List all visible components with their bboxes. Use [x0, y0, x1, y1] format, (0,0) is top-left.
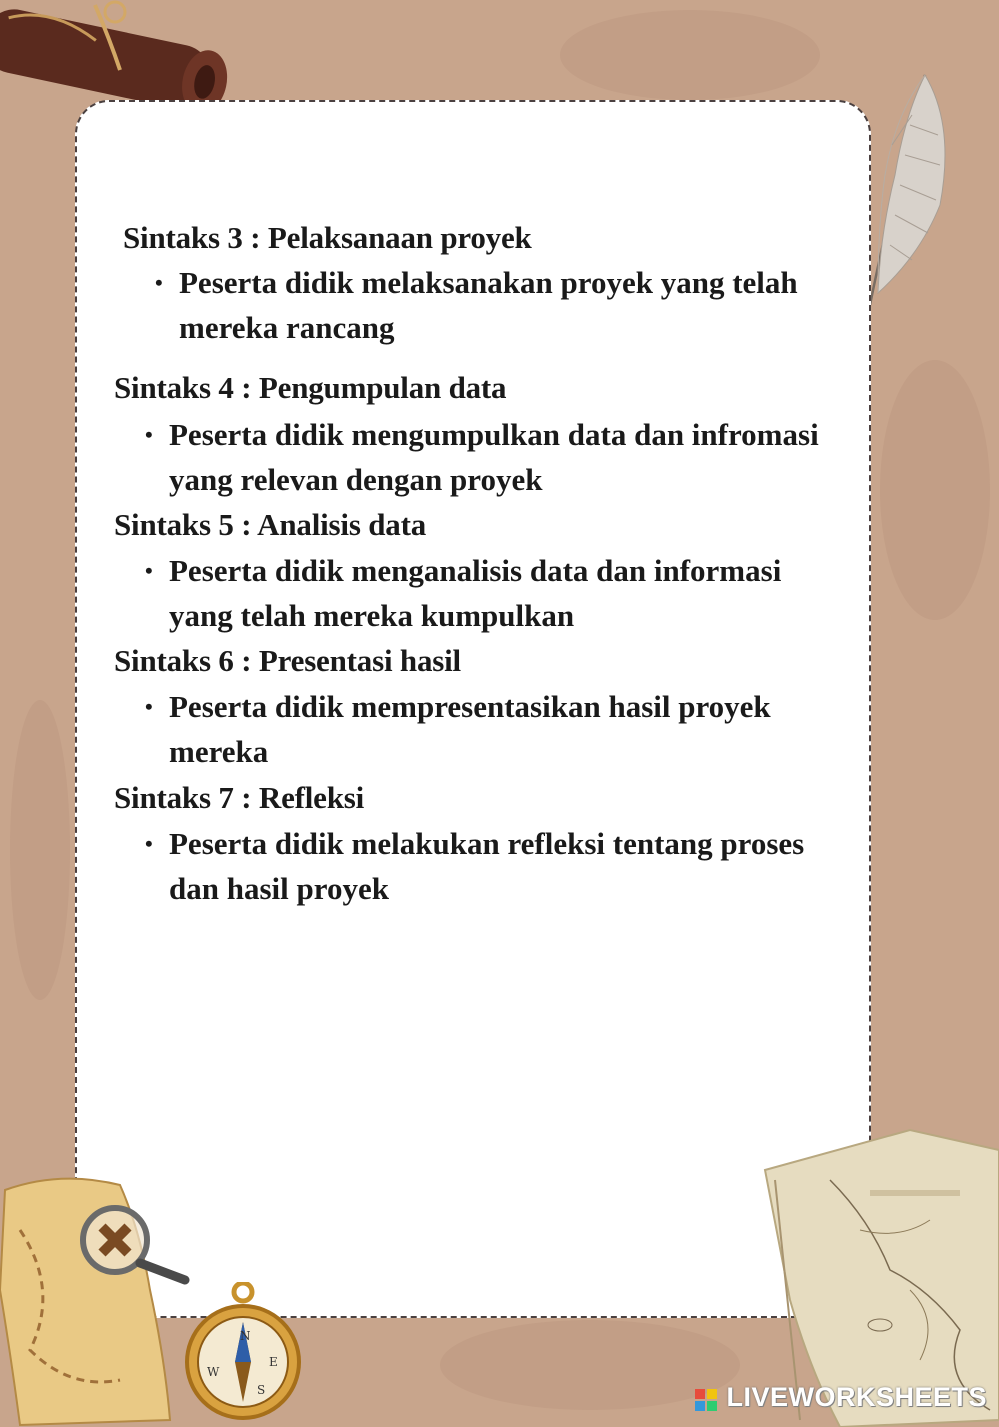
- list-item: [145, 412, 835, 504]
- list-item: [145, 821, 835, 913]
- compass-icon: [185, 1282, 310, 1422]
- bullet-marker: •: [155, 270, 163, 295]
- section-heading: Sintaks 7 : Refleksi: [114, 780, 365, 815]
- magnifier-icon: [70, 1195, 200, 1295]
- brand-logo-text: LIVEWORKSHEETS: [726, 1382, 987, 1412]
- syntax-list: [77, 102, 869, 1316]
- background-texture: [10, 700, 70, 1000]
- liveworksheets-logo-icon: [695, 1389, 717, 1411]
- list-item: [155, 260, 835, 352]
- section-heading: Sintaks 5 : Analisis data: [114, 507, 426, 542]
- bullet-marker: •: [145, 694, 153, 719]
- old-map-icon: [760, 1120, 999, 1427]
- section-heading: Sintaks 3 : Pelaksanaan proyek: [123, 220, 532, 255]
- list-item: [145, 548, 835, 640]
- bullet-text: Peserta didik mempresentasikan hasil proyek mereka: [169, 689, 771, 769]
- list-item: [145, 684, 835, 776]
- compass-letter: E: [269, 1355, 278, 1369]
- compass-letter: N: [240, 1329, 251, 1343]
- background-texture: [560, 10, 820, 100]
- bullet-marker: •: [145, 422, 153, 447]
- section-heading: Sintaks 4 : Pengumpulan data: [114, 370, 507, 405]
- content-card: [75, 100, 871, 1318]
- bullet-text: Peserta didik melakukan refleksi tentang proses dan hasil proyek: [169, 826, 805, 906]
- bullet-text: Peserta didik melaksanakan proyek yang telah mereka rancang: [179, 265, 798, 345]
- bullet-marker: •: [145, 831, 153, 856]
- bullet-text: Peserta didik menganalisis data dan informasi yang telah mereka kumpulkan: [169, 553, 782, 633]
- bullet-marker: •: [145, 558, 153, 583]
- compass-letter: W: [207, 1365, 220, 1379]
- background-texture: [880, 360, 990, 620]
- section-heading: Sintaks 6 : Presentasi hasil: [114, 643, 461, 678]
- compass-letter: S: [257, 1383, 266, 1397]
- bullet-text: Peserta didik mengumpulkan data dan infromasi yang relevan dengan proyek: [169, 417, 819, 497]
